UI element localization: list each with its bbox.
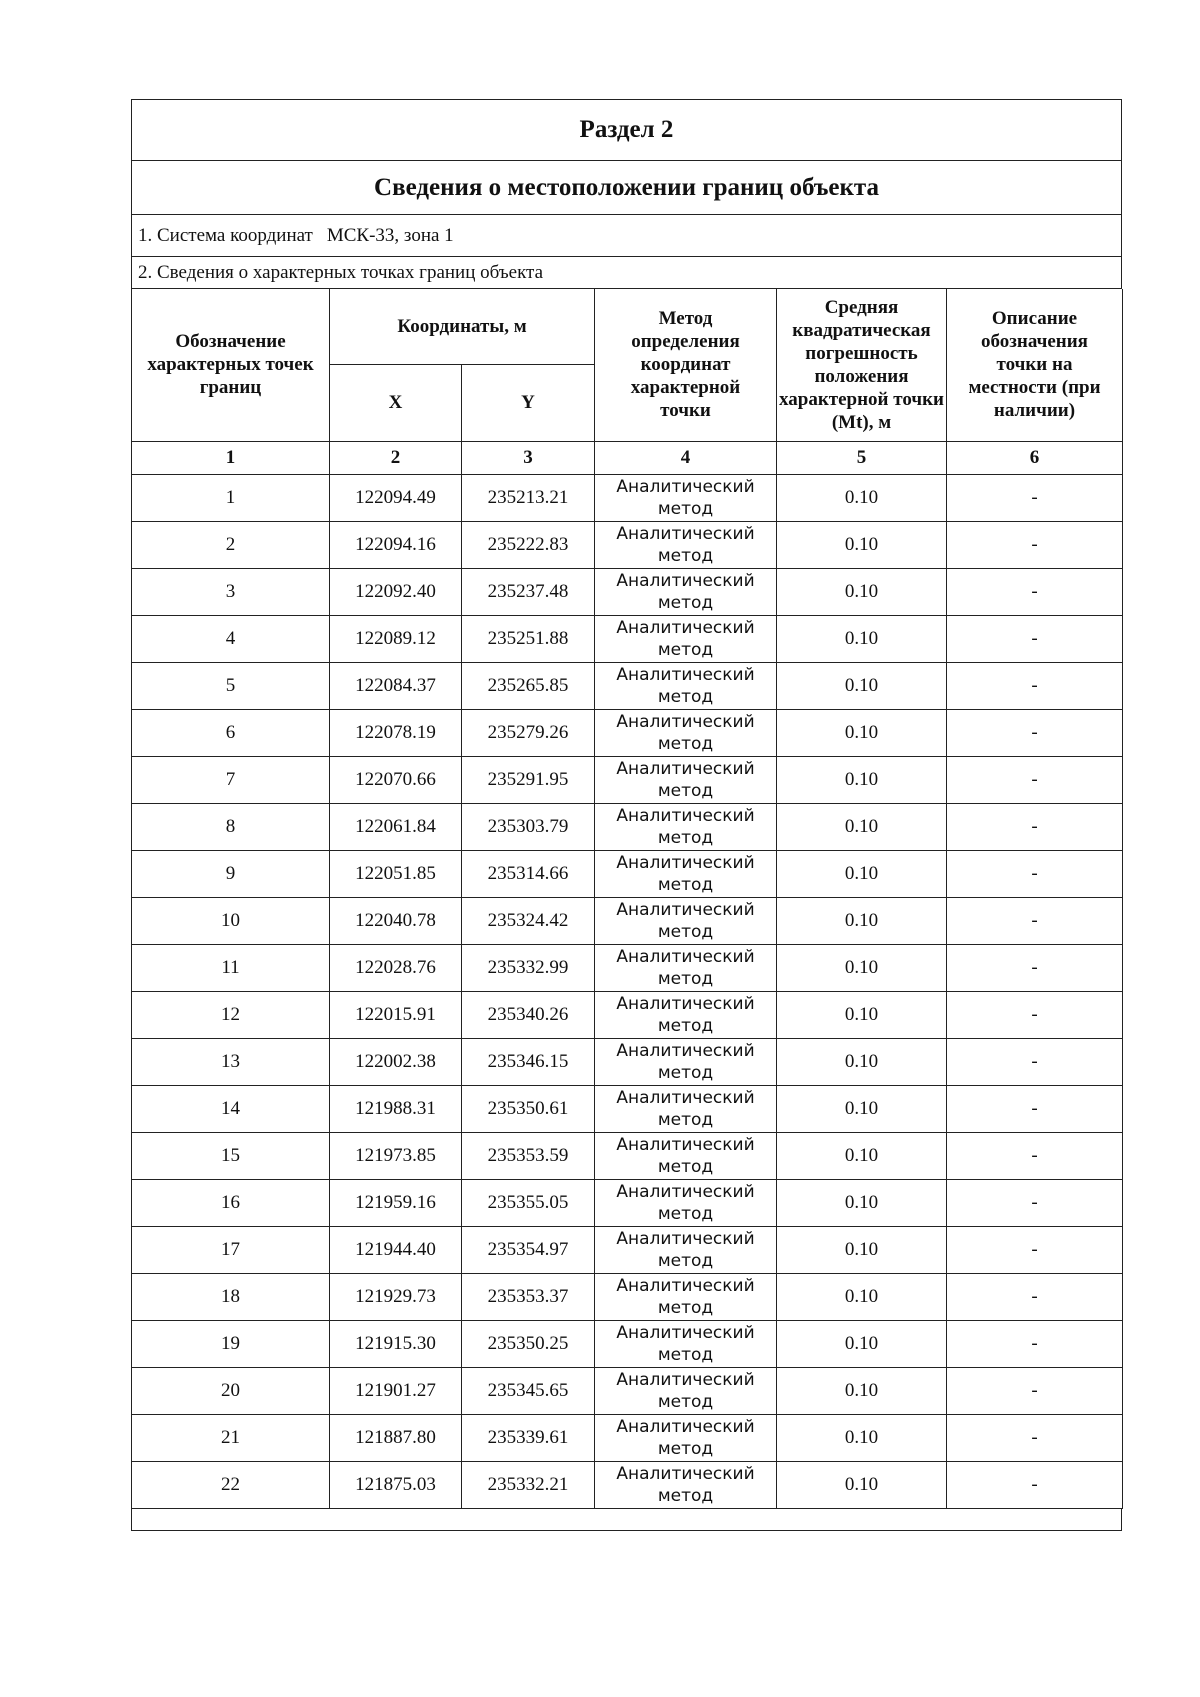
coord-y: 235213.21 [462,474,595,521]
description-cell: - [947,1038,1123,1085]
point-number: 21 [132,1414,330,1461]
method-cell: Аналитический метод [595,568,777,615]
error-cell: 0.10 [777,991,947,1038]
point-number: 8 [132,803,330,850]
table-footer-row [131,1509,1122,1531]
column-number: 4 [595,441,777,474]
error-cell: 0.10 [777,756,947,803]
method-cell: Аналитический метод [595,1367,777,1414]
point-number: 13 [132,1038,330,1085]
coord-x: 122089.12 [330,615,462,662]
table-row [132,1367,1123,1414]
description-cell: - [947,662,1123,709]
error-cell: 0.10 [777,1367,947,1414]
method-cell: Аналитический метод [595,1038,777,1085]
description-cell: - [947,1132,1123,1179]
point-number: 10 [132,897,330,944]
coord-y: 235345.65 [462,1367,595,1414]
points-table [131,289,1123,1509]
error-cell: 0.10 [777,1320,947,1367]
table-row [132,1038,1123,1085]
method-cell: Аналитический метод [595,615,777,662]
error-cell: 0.10 [777,662,947,709]
coord-x: 121929.73 [330,1273,462,1320]
section-subtitle: Сведения о местоположении границ объекта [131,161,1122,215]
coord-y: 235291.95 [462,756,595,803]
error-cell: 0.10 [777,1461,947,1508]
point-number: 6 [132,709,330,756]
method-cell: Аналитический метод [595,709,777,756]
method-cell: Аналитический метод [595,521,777,568]
header-description: Описание обозначения точки на местности (при наличии) [947,289,1123,441]
point-number: 15 [132,1132,330,1179]
coord-x: 122094.49 [330,474,462,521]
point-number: 12 [132,991,330,1038]
description-cell: - [947,1179,1123,1226]
method-cell: Аналитический метод [595,1132,777,1179]
coord-x: 121959.16 [330,1179,462,1226]
description-cell: - [947,1273,1123,1320]
point-number: 18 [132,1273,330,1320]
method-cell: Аналитический метод [595,1226,777,1273]
method-cell: Аналитический метод [595,1085,777,1132]
coord-y: 235332.99 [462,944,595,991]
method-cell: Аналитический метод [595,474,777,521]
coord-x: 122070.66 [330,756,462,803]
description-cell: - [947,1414,1123,1461]
table-row [132,944,1123,991]
method-cell: Аналитический метод [595,756,777,803]
coord-system-line [131,215,1122,257]
coord-x: 122002.38 [330,1038,462,1085]
points-heading: 2. Сведения о характерных точках границ объекта [131,257,1122,289]
method-cell: Аналитический метод [595,1414,777,1461]
description-cell: - [947,1461,1123,1508]
table-row [132,991,1123,1038]
points-table-body [132,474,1123,1508]
coord-y: 235251.88 [462,615,595,662]
coord-y: 235339.61 [462,1414,595,1461]
coord-system-label: 1. Система координат [138,224,313,246]
description-cell: - [947,521,1123,568]
point-number: 7 [132,756,330,803]
coord-x: 122051.85 [330,850,462,897]
table-row [132,474,1123,521]
error-cell: 0.10 [777,568,947,615]
coord-y: 235340.26 [462,991,595,1038]
table-row [132,615,1123,662]
column-number-row [132,441,1123,474]
coord-x: 122040.78 [330,897,462,944]
coord-y: 235332.21 [462,1461,595,1508]
error-cell: 0.10 [777,1414,947,1461]
point-number: 4 [132,615,330,662]
table-row [132,709,1123,756]
description-cell: - [947,803,1123,850]
point-number: 17 [132,1226,330,1273]
description-cell: - [947,897,1123,944]
coord-y: 235279.26 [462,709,595,756]
point-number: 19 [132,1320,330,1367]
coord-x: 122078.19 [330,709,462,756]
description-cell: - [947,1320,1123,1367]
table-row [132,521,1123,568]
coord-y: 235265.85 [462,662,595,709]
table-row [132,1085,1123,1132]
table-row [132,803,1123,850]
table-row [132,1273,1123,1320]
point-number: 11 [132,944,330,991]
description-cell: - [947,474,1123,521]
error-cell: 0.10 [777,474,947,521]
table-row [132,1320,1123,1367]
coord-x: 122094.16 [330,521,462,568]
point-number: 20 [132,1367,330,1414]
section-title: Раздел 2 [131,99,1122,161]
header-coordinates: Координаты, м [330,289,595,364]
table-row [132,1132,1123,1179]
method-cell: Аналитический метод [595,897,777,944]
coord-y: 235222.83 [462,521,595,568]
table-row [132,662,1123,709]
table-row [132,1414,1123,1461]
description-cell: - [947,756,1123,803]
description-cell: - [947,850,1123,897]
error-cell: 0.10 [777,615,947,662]
method-cell: Аналитический метод [595,944,777,991]
method-cell: Аналитический метод [595,1461,777,1508]
coord-x: 121875.03 [330,1461,462,1508]
coord-x: 122084.37 [330,662,462,709]
error-cell: 0.10 [777,1132,947,1179]
coord-x: 122028.76 [330,944,462,991]
table-row [132,850,1123,897]
error-cell: 0.10 [777,521,947,568]
table-row [132,897,1123,944]
error-cell: 0.10 [777,850,947,897]
header-method: Метод определения координат характерной точки [595,289,777,441]
error-cell: 0.10 [777,1038,947,1085]
coord-x: 121915.30 [330,1320,462,1367]
column-number: 1 [132,441,330,474]
coord-x: 121901.27 [330,1367,462,1414]
error-cell: 0.10 [777,1273,947,1320]
coord-x: 121887.80 [330,1414,462,1461]
description-cell: - [947,991,1123,1038]
method-cell: Аналитический метод [595,662,777,709]
point-number: 2 [132,521,330,568]
column-number: 2 [330,441,462,474]
description-cell: - [947,568,1123,615]
description-cell: - [947,1226,1123,1273]
error-cell: 0.10 [777,897,947,944]
point-number: 1 [132,474,330,521]
coord-y: 235355.05 [462,1179,595,1226]
method-cell: Аналитический метод [595,991,777,1038]
coord-x: 122092.40 [330,568,462,615]
coord-x: 121973.85 [330,1132,462,1179]
coord-y: 235354.97 [462,1226,595,1273]
description-cell: - [947,709,1123,756]
coord-y: 235314.66 [462,850,595,897]
column-number: 3 [462,441,595,474]
coord-y: 235237.48 [462,568,595,615]
coord-y: 235353.37 [462,1273,595,1320]
method-cell: Аналитический метод [595,803,777,850]
header-y: Y [462,364,595,441]
point-number: 14 [132,1085,330,1132]
point-number: 3 [132,568,330,615]
coord-y: 235350.61 [462,1085,595,1132]
point-number: 22 [132,1461,330,1508]
method-cell: Аналитический метод [595,1273,777,1320]
coord-x: 122061.84 [330,803,462,850]
method-cell: Аналитический метод [595,1320,777,1367]
header-x: X [330,364,462,441]
table-row [132,1226,1123,1273]
error-cell: 0.10 [777,1226,947,1273]
coord-y: 235324.42 [462,897,595,944]
header-designation: Обозначение характерных точек границ [132,289,330,441]
table-row [132,756,1123,803]
method-cell: Аналитический метод [595,1179,777,1226]
table-row [132,1179,1123,1226]
table-row [132,568,1123,615]
error-cell: 0.10 [777,1085,947,1132]
coord-y: 235353.59 [462,1132,595,1179]
description-cell: - [947,615,1123,662]
coord-y: 235346.15 [462,1038,595,1085]
table-row [132,1461,1123,1508]
header-error: Средняя квадратическая погрешность положения характерной точки (Mt), м [777,289,947,441]
description-cell: - [947,1367,1123,1414]
error-cell: 0.10 [777,709,947,756]
point-number: 5 [132,662,330,709]
document-sheet [131,99,1122,1531]
coord-y: 235350.25 [462,1320,595,1367]
description-cell: - [947,1085,1123,1132]
point-number: 16 [132,1179,330,1226]
error-cell: 0.10 [777,944,947,991]
coord-x: 122015.91 [330,991,462,1038]
coord-x: 121944.40 [330,1226,462,1273]
coord-x: 121988.31 [330,1085,462,1132]
error-cell: 0.10 [777,803,947,850]
column-number: 5 [777,441,947,474]
point-number: 9 [132,850,330,897]
method-cell: Аналитический метод [595,850,777,897]
coord-system-value: МСК-33, зона 1 [326,224,454,246]
error-cell: 0.10 [777,1179,947,1226]
description-cell: - [947,944,1123,991]
coord-y: 235303.79 [462,803,595,850]
column-number: 6 [947,441,1123,474]
